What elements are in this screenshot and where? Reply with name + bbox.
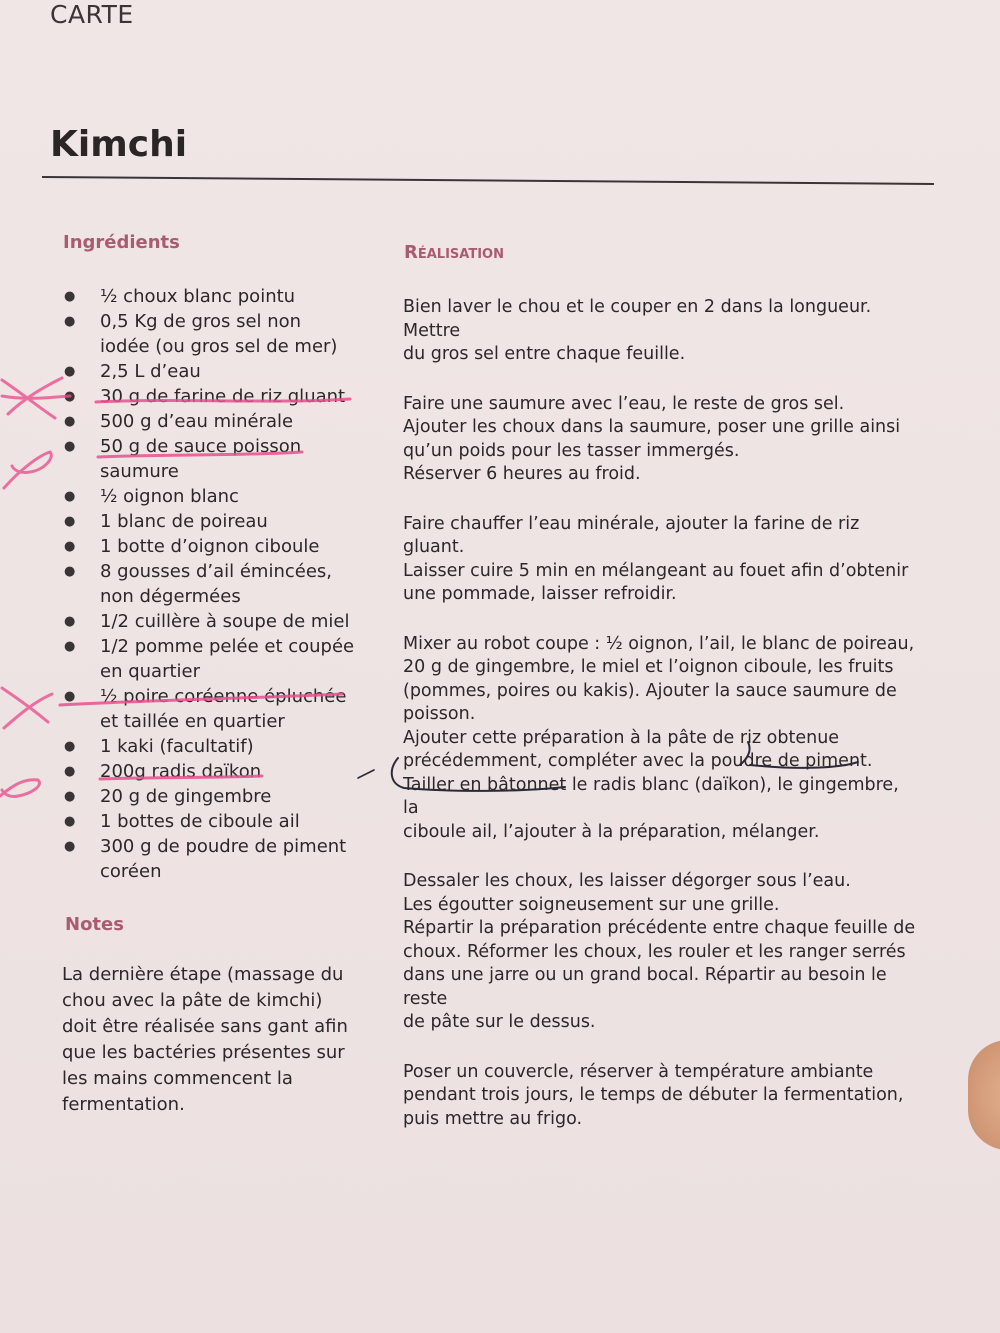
- step-line: Faire chauffer l’eau minérale, ajouter la farine de riz gluant.: [403, 513, 860, 557]
- recipe-title: Kimchi: [50, 124, 188, 165]
- step-line: choux. Réformer les choux, les rouler et les ranger serrés: [403, 941, 906, 962]
- ingredient-line: 1 botte d’oignon ciboule: [100, 536, 320, 557]
- ingredient-line: 1/2 pomme pelée et coupée: [100, 636, 355, 657]
- ingredients-heading: Ingrédients: [63, 232, 180, 253]
- ingredient-item: [62, 634, 362, 684]
- step-line: précédemment, compléter avec la poudre de piment.: [403, 751, 873, 771]
- check-mark: [2, 378, 70, 418]
- notes-line: doit être réalisée sans gant afin: [62, 1016, 348, 1037]
- ingredient-line: 1 bottes de ciboule ail: [100, 811, 300, 832]
- ingredient-item: [62, 609, 362, 634]
- realisation-heading: Réalisation: [404, 242, 504, 263]
- ingredient-line: et taillée en quartier: [100, 711, 285, 732]
- step-line: qu’un poids pour les tasser immergés.: [403, 440, 740, 461]
- ingredient-item: [62, 684, 362, 734]
- step-line: puis mettre au frigo.: [403, 1108, 583, 1129]
- ingredient-item: [62, 784, 362, 809]
- step-line: Les égoutter soigneusement sur une grille.: [403, 894, 780, 915]
- ingredient-line: en quartier: [100, 661, 201, 682]
- ingredient-line: saumure: [100, 461, 179, 482]
- ingredient-item: [62, 434, 362, 484]
- step-line: poisson.: [403, 704, 476, 724]
- ingredient-line: 300 g de poudre de piment: [100, 836, 347, 857]
- ingredient-item: [62, 559, 362, 609]
- ingredient-line: 20 g de gingembre: [100, 786, 272, 807]
- ingredient-item: [62, 409, 362, 434]
- ingredient-item: [62, 284, 362, 309]
- ingredient-item: [62, 484, 362, 509]
- ingredient-item: [62, 509, 362, 534]
- ingredient-item: [62, 809, 362, 834]
- step-line: Laisser cuire 5 min en mélangeant au fouet afin d’obtenir: [403, 560, 909, 581]
- check-mark: [2, 688, 52, 728]
- notes-line: les mains commencent la: [62, 1068, 293, 1089]
- ingredient-line: 30 g de farine de riz gluant: [100, 386, 346, 407]
- step-line: Ajouter cette préparation à la pâte de riz obtenue: [403, 727, 840, 748]
- header-label: CARTE: [50, 0, 134, 29]
- ingredient-line: coréen: [100, 861, 162, 882]
- notes-line: La dernière étape (massage du: [62, 964, 344, 985]
- notes-heading: Notes: [65, 914, 124, 935]
- ingredient-line: ½ poire coréenne épluchée: [100, 686, 347, 707]
- step-line: Ajouter les choux dans la saumure, poser une grille ainsi: [403, 417, 901, 437]
- ingredient-line: 50 g de sauce poisson: [100, 436, 302, 457]
- step-line: une pommade, laisser refroidir.: [403, 584, 677, 604]
- step-line: Mixer au robot coupe : ½ oignon, l’ail, le blanc de poireau,: [403, 633, 915, 654]
- notes-text: [62, 962, 352, 1118]
- step-line: Bien laver le chou et le couper en 2 dans la longueur. Mettre: [403, 297, 872, 341]
- ingredient-line: ½ oignon blanc: [100, 486, 239, 507]
- step-paragraph: [403, 870, 918, 1035]
- realisation-steps: [403, 296, 918, 1157]
- ingredient-item: [62, 759, 362, 784]
- check-mark: [4, 452, 51, 488]
- finger-edge: [968, 1040, 1000, 1150]
- step-line: Réserver 6 heures au froid.: [403, 464, 641, 484]
- ingredient-item: [62, 359, 362, 384]
- notes-line: que les bactéries présentes sur: [62, 1042, 345, 1063]
- ingredient-line: 2,5 L d’eau: [100, 361, 201, 382]
- ingredient-line: 1 kaki (facultatif): [100, 736, 254, 757]
- step-line: de pâte sur le dessus.: [403, 1012, 596, 1032]
- step-line: Tailler en bâtonnet le radis blanc (daïkon), le gingembre, la: [403, 774, 899, 818]
- step-line: Faire une saumure avec l’eau, le reste de gros sel.: [403, 393, 845, 414]
- step-paragraph: [403, 393, 918, 487]
- ingredient-line: 1 blanc de poireau: [100, 511, 268, 532]
- title-rule: [42, 176, 934, 185]
- step-line: Répartir la préparation précédente entre chaque feuille de: [403, 918, 916, 938]
- ingredient-line: 8 gousses d’ail émincées,: [100, 561, 333, 582]
- ingredient-line: iodée (ou gros sel de mer): [100, 336, 338, 357]
- ingredients-list: [62, 284, 362, 884]
- ingredient-item: [62, 834, 362, 884]
- check-mark: [0, 780, 39, 797]
- step-line: ciboule ail, l’ajouter à la préparation, mélanger.: [403, 821, 820, 842]
- ingredient-line: 500 g d’eau minérale: [100, 411, 294, 432]
- ingredient-item: [62, 534, 362, 559]
- step-line: Poser un couvercle, réserver à température ambiante: [403, 1061, 874, 1082]
- step-line: pendant trois jours, le temps de débuter la fermentation,: [403, 1085, 904, 1105]
- step-line: dans une jarre ou un grand bocal. Répartir au besoin le reste: [403, 965, 887, 1009]
- notes-line: fermentation.: [62, 1094, 185, 1115]
- ingredient-line: ½ choux blanc pointu: [100, 286, 296, 307]
- step-paragraph: [403, 1061, 918, 1132]
- ingredient-item: [62, 734, 362, 759]
- step-paragraph: [403, 633, 918, 845]
- ingredient-line: 1/2 cuillère à soupe de miel: [100, 611, 350, 632]
- step-paragraph: [403, 296, 918, 367]
- ingredient-line: non dégermées: [100, 586, 241, 607]
- step-line: 20 g de gingembre, le miel et l’oignon ciboule, les fruits: [403, 657, 894, 677]
- step-line: du gros sel entre chaque feuille.: [403, 344, 686, 364]
- step-paragraph: [403, 513, 918, 607]
- ingredient-item: [62, 309, 362, 359]
- ingredient-line: 0,5 Kg de gros sel non: [100, 311, 302, 332]
- step-line: Dessaler les choux, les laisser dégorger sous l’eau.: [403, 871, 851, 891]
- ingredient-line: 200g radis daïkon: [100, 761, 262, 782]
- notes-line: chou avec la pâte de kimchi): [62, 990, 323, 1011]
- step-line: (pommes, poires ou kakis). Ajouter la sauce saumure de: [403, 680, 897, 701]
- ingredient-item: [62, 384, 362, 409]
